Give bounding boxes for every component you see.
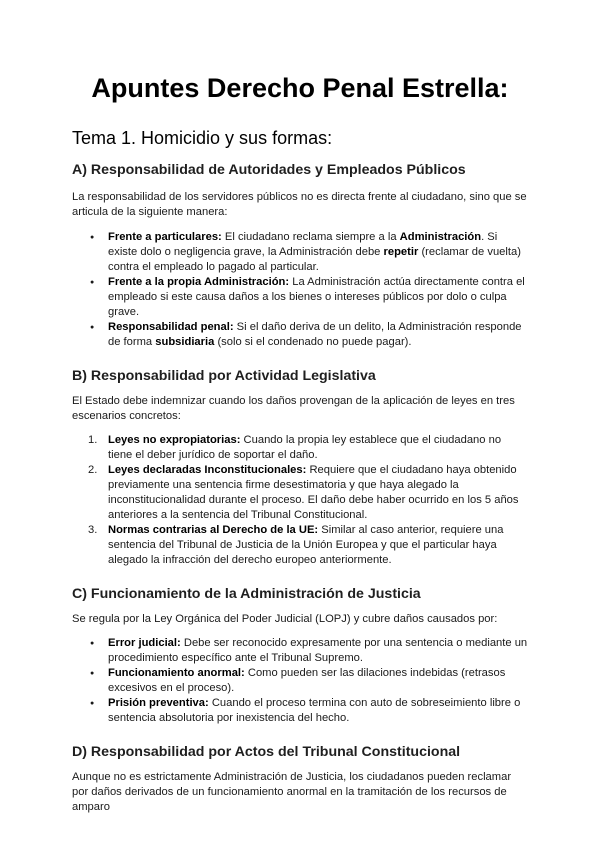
item-emphasis: subsidiaria: [155, 336, 215, 348]
list-item: [72, 320, 528, 350]
item-text: Similar al caso anterior, requiere una sentencia del Tribunal de Justicia de la Unión Europea y que el particular haya alegado la infracción del derecho europeo anteriormente.: [108, 524, 504, 566]
section-b: [72, 366, 528, 568]
list-item: [72, 666, 528, 696]
section-b-list: [72, 433, 528, 568]
item-text: (solo si el condenado no puede pagar).: [214, 336, 412, 348]
list-item: [72, 230, 528, 275]
tema-heading: Tema 1. Homicidio y sus formas:: [72, 128, 333, 148]
section-c: [72, 584, 528, 726]
item-number: 2.: [88, 464, 98, 476]
item-label: Responsabilidad penal:: [108, 321, 234, 333]
item-emphasis: Administración: [399, 231, 482, 243]
item-text: El ciudadano reclama siempre a la: [221, 231, 400, 243]
list-item: [72, 636, 528, 666]
section-c-heading: C) Funcionamiento de la Administración de Justicia: [72, 586, 421, 602]
list-item: [72, 696, 528, 726]
item-label: Normas contrarias al Derecho de la UE:: [108, 524, 319, 536]
item-text: La Administración actúa directamente contra el empleado si este causa daños a los bienes o intereses públicos por dolo o culpa grave.: [108, 276, 525, 318]
item-label: Leyes no expropiatorias:: [108, 434, 241, 446]
item-number: 1.: [88, 434, 98, 446]
item-text: Si el daño deriva de un delito, la Administración responde de forma: [108, 321, 522, 348]
item-emphasis: repetir: [383, 246, 419, 258]
item-label: Funcionamiento anormal:: [108, 667, 245, 679]
list-item: [72, 433, 528, 463]
item-number: 3.: [88, 524, 98, 536]
item-label: Leyes declaradas Inconstitucionales:: [108, 464, 307, 476]
section-a: [72, 160, 528, 350]
section-c-intro: Se regula por la Ley Orgánica del Poder Judicial (LOPJ) y cubre daños causados por:: [72, 613, 498, 625]
item-text: (reclamar de vuelta) contra el empleado lo pagado al particular.: [108, 246, 521, 273]
item-text: Cuando la propia ley establece que el ciudadano no tiene el deber jurídico de soportar el daño.: [108, 434, 502, 461]
section-a-heading: A) Responsabilidad de Autoridades y Empleados Públicos: [72, 162, 466, 178]
section-d-intro: Aunque no es estrictamente Administración de Justicia, los ciudadanos pueden reclamar por daños derivados de un funcionamiento anormal en la tramitación de los recursos de amparo: [72, 771, 512, 813]
section-b-heading: B) Responsabilidad por Actividad Legislativa: [72, 368, 376, 384]
item-text: Requiere que el ciudadano haya obtenido previamente una sentencia firme desestimatoria y que haya alegado la inconstitucionalidad durante el proceso. El daño debe haber ocurrido en los 5 años anteriores a la sentencia del Tribunal Constitucional.: [108, 464, 519, 521]
item-text: Cuando el proceso termina con auto de sobreseimiento libre o sentencia absolutoria por inexistencia del hecho.: [108, 697, 521, 724]
section-d: [72, 742, 528, 815]
item-text: Como pueden ser las dilaciones indebidas (retrasos excesivos en el proceso).: [108, 667, 506, 694]
item-label: Prisión preventiva:: [108, 697, 209, 709]
section-b-intro: El Estado debe indemnizar cuando los daños provengan de la aplicación de leyes en tres escenarios concretos:: [72, 395, 515, 422]
item-text: Debe ser reconocido expresamente por una sentencia o mediante un procedimiento específico ante el Tribunal Supremo.: [108, 637, 528, 664]
list-item: [72, 523, 528, 568]
item-label: Frente a particulares:: [108, 231, 222, 243]
list-item: [72, 275, 528, 320]
section-d-heading: D) Responsabilidad por Actos del Tribunal Constitucional: [72, 744, 461, 760]
section-c-list: [72, 636, 528, 726]
section-a-list: [72, 230, 528, 350]
item-label: Frente a la propia Administración:: [108, 276, 290, 288]
list-item: [72, 463, 528, 523]
item-text: . Si existe dolo o negligencia grave, la Administración debe: [108, 231, 498, 258]
section-a-intro: La responsabilidad de los servidores públicos no es directa frente al ciudadano, sino que se articula de la siguiente manera:: [72, 191, 527, 218]
document-title: Apuntes Derecho Penal Estrella:: [91, 73, 509, 103]
item-label: Error judicial:: [108, 637, 181, 649]
